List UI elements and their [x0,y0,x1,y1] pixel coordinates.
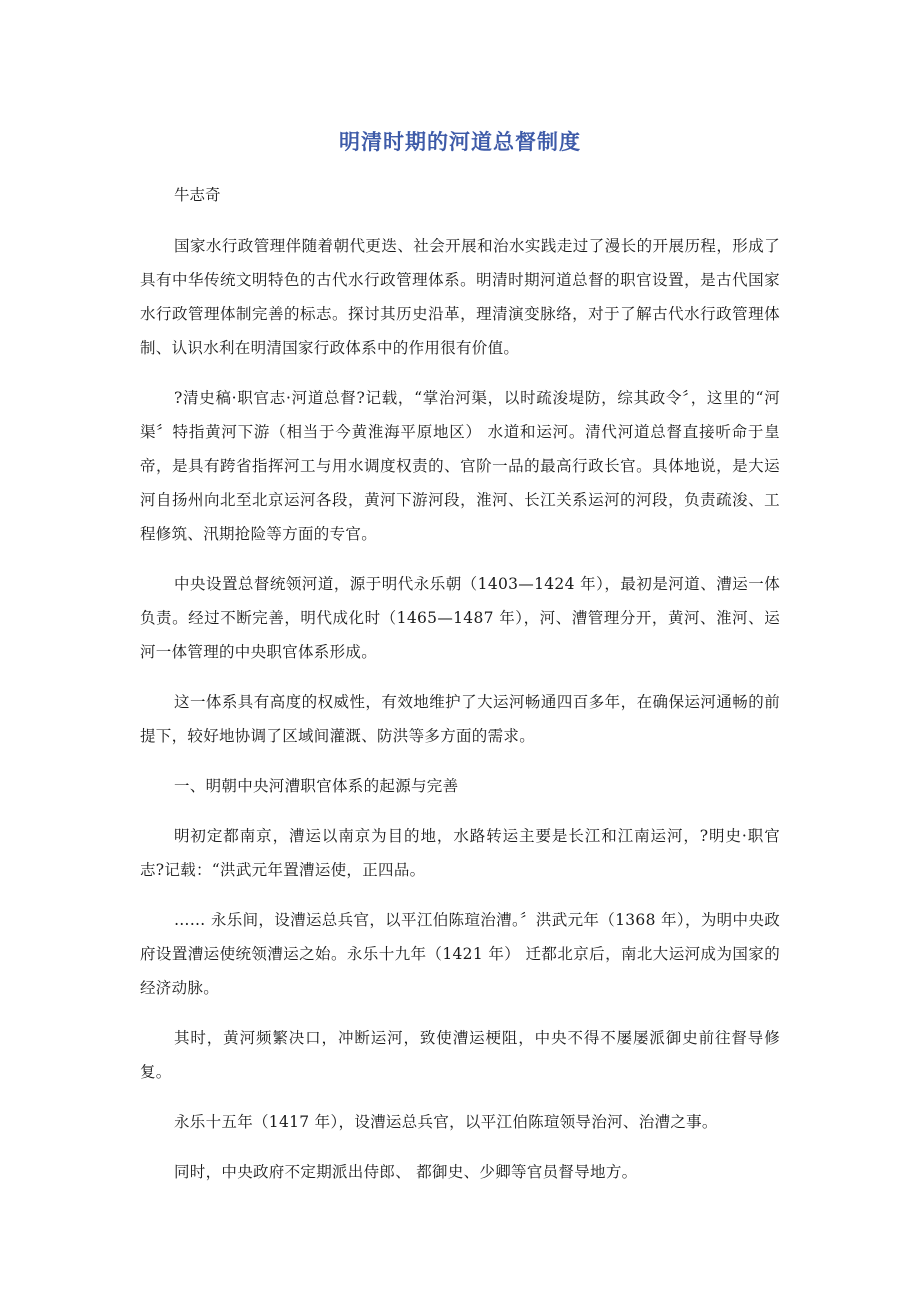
paragraph-officials: 同时，中央政府不定期派出侍郎、 都御史、少卿等官员督导地方。 [174,1163,638,1181]
author-name: 牛志奇 [174,186,221,204]
paragraph-ming-origin: 中央设置总督统领河道，源于明代永乐朝（1403—1424 年），最初是河道、漕运一体负责。经过不断完善，明代成化时（1465—1487 年），河、漕管理分开，黄河、淮河、运河一体管理的中央职官体系形成。 [140,575,780,661]
paragraph-qing-definition: ?清史稿·职官志·河道总督?记载，“掌治河渠，以时疏浚堤防，综其政令〞，这里的“河渠〞特指黄河下游（相当于今黄淮海平原地区） 水道和运河。清代河道总督直接听命于皇帝，是具有跨省指挥河工与用水调度权责的、官阶一品的最高行政长官。具体地说，是大运河自扬州向北至北京运河各段，黄河下游河段，淮河、长江关系运河的河段，负责疏浚、工程修筑、汛期抢险等方面的专官。 [140,389,780,543]
section-heading-1: 一、明朝中央河漕职官体系的起源与完善 [174,777,459,795]
paragraph-intro: 国家水行政管理伴随着朝代更迭、社会开展和治水实践走过了漫长的开展历程，形成了具有中华传统文明特色的古代水行政管理体系。明清时期河道总督的职官设置，是古代国家水行政管理体制完善的标志。探讨其历史沿革，理清演变脉络，对于了解古代水行政管理体制、认识水利在明清国家行政体系中的作用很有价值。 [140,237,780,357]
paragraph-1417: 永乐十五年（1417 年），设漕运总兵官，以平江伯陈瑄领导治河、治漕之事。 [174,1113,718,1131]
page-title: 明清时期的河道总督制度 [339,130,581,154]
article-body [140,229,780,1205]
paragraph-yongle: …… 永乐间，设漕运总兵官，以平江伯陈瑄治漕。〞洪武元年（1368 年），为明中央政府设置漕运使统领漕运之始。永乐十九年（1421 年） 迁都北京后，南北大运河成为国家的经济动脉。 [140,911,780,997]
paragraph-nanjing: 明初定都南京，漕运以南京为目的地，水路转运主要是长江和江南运河，?明史·职官志?记载：“洪武元年置漕运使，正四品。 [140,827,780,879]
paragraph-authority: 这一体系具有高度的权威性，有效地维护了大运河畅通四百多年，在确保运河通畅的前提下，较好地协调了区域间灌溉、防洪等多方面的需求。 [140,693,780,745]
paragraph-yellow-river: 其时，黄河频繁决口，冲断运河，致使漕运梗阻，中央不得不屡屡派御史前往督导修复。 [140,1029,780,1081]
